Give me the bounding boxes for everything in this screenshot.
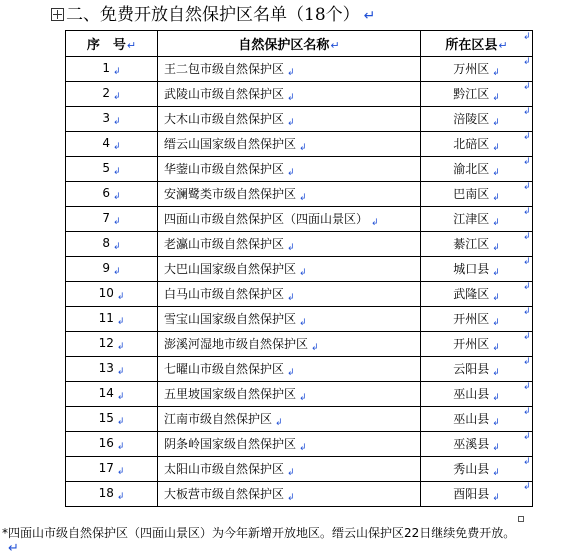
cell-index[interactable]: 17 ↲ bbox=[66, 457, 158, 482]
cell-district[interactable]: 北碚区 ↲ bbox=[421, 132, 533, 157]
cell-index[interactable]: 18 ↲ bbox=[66, 482, 158, 507]
paragraph-mark-icon: ↵ bbox=[8, 541, 19, 556]
cell-end-mark-icon: ↲ bbox=[287, 468, 295, 478]
cell-index[interactable]: 13 ↲ bbox=[66, 357, 158, 382]
cell-end-mark-icon: ↲ bbox=[492, 393, 500, 403]
cell-index[interactable]: 6 ↲ bbox=[66, 182, 158, 207]
cell-district[interactable]: 渝北区 ↲ bbox=[421, 157, 533, 182]
table-row bbox=[66, 232, 533, 257]
cell-end-mark-icon: ↲ bbox=[299, 193, 307, 203]
cell-index[interactable]: 16 ↲ bbox=[66, 432, 158, 457]
row-end-marks bbox=[523, 30, 533, 505]
cell-district[interactable]: 秀山县 ↲ bbox=[421, 457, 533, 482]
cell-end-mark-icon: ↲ bbox=[492, 168, 500, 178]
cell-index[interactable]: 15 ↲ bbox=[66, 407, 158, 432]
cell-reserve-name[interactable]: 太阳山市级自然保护区 ↲ bbox=[158, 457, 421, 482]
cell-end-mark-icon: ↲ bbox=[492, 243, 500, 253]
row-end-mark-icon: ↲ bbox=[523, 432, 531, 442]
cell-index[interactable]: 9 ↲ bbox=[66, 257, 158, 282]
cell-end-mark-icon: ↲ bbox=[492, 193, 500, 203]
cell-end-mark-icon: ↲ bbox=[116, 417, 125, 427]
cell-end-mark-icon: ↲ bbox=[287, 93, 295, 103]
paragraph-mark-icon: ↵ bbox=[363, 8, 376, 24]
table-move-handle[interactable] bbox=[51, 8, 64, 21]
row-end-mark-icon: ↲ bbox=[523, 132, 531, 142]
cell-end-mark-icon: ↲ bbox=[492, 318, 500, 328]
table-row bbox=[66, 282, 533, 307]
row-end-mark-icon: ↲ bbox=[523, 282, 531, 292]
cell-end-mark-icon: ↲ bbox=[492, 443, 500, 453]
cell-reserve-name[interactable]: 安澜鹭类市级自然保护区 ↲ bbox=[158, 182, 421, 207]
cell-end-mark-icon: ↲ bbox=[371, 218, 379, 228]
row-end-mark-icon: ↲ bbox=[523, 107, 531, 117]
cell-end-mark-icon: ↲ bbox=[287, 118, 295, 128]
cell-district[interactable]: 涪陵区 ↲ bbox=[421, 107, 533, 132]
cell-reserve-name[interactable]: 白马山市级自然保护区 ↲ bbox=[158, 282, 421, 307]
section-heading bbox=[66, 4, 375, 27]
row-end-mark-icon: ↲ bbox=[523, 207, 531, 217]
cell-reserve-name[interactable]: 大巴山国家级自然保护区 ↲ bbox=[158, 257, 421, 282]
table-row bbox=[66, 482, 533, 507]
cell-end-mark-icon: ↲ bbox=[113, 92, 121, 102]
cell-end-mark-icon: ↲ bbox=[113, 242, 121, 252]
cell-reserve-name[interactable]: 阴条岭国家级自然保护区 ↲ bbox=[158, 432, 421, 457]
cell-end-mark-icon: ↲ bbox=[116, 342, 125, 352]
table-row bbox=[66, 307, 533, 332]
row-end-mark-icon: ↲ bbox=[523, 407, 531, 417]
cell-end-mark-icon: ↲ bbox=[492, 343, 500, 353]
cell-end-mark-icon: ↲ bbox=[492, 468, 500, 478]
row-end-mark-icon: ↲ bbox=[523, 32, 531, 42]
row-end-mark-icon: ↲ bbox=[523, 182, 531, 192]
row-end-mark-icon: ↲ bbox=[523, 332, 531, 342]
cell-end-mark-icon: ↲ bbox=[492, 143, 500, 153]
header-name: 自然保护区名称↵ bbox=[158, 31, 421, 57]
section-heading-text: 二、免费开放自然保护区名单（18个） bbox=[66, 5, 360, 25]
cell-end-mark-icon: ↲ bbox=[116, 367, 125, 377]
cell-end-mark-icon: ↲ bbox=[287, 293, 295, 303]
table-header-row bbox=[66, 31, 533, 57]
paragraph-mark-icon: ↵ bbox=[126, 39, 137, 52]
cell-index[interactable]: 5 ↲ bbox=[66, 157, 158, 182]
cell-district[interactable]: 江津区 ↲ bbox=[421, 207, 533, 232]
cell-district[interactable]: 巫山县 ↲ bbox=[421, 407, 533, 432]
row-end-mark-icon: ↲ bbox=[523, 82, 531, 92]
cell-end-mark-icon: ↲ bbox=[492, 293, 500, 303]
cell-index[interactable]: 8 ↲ bbox=[66, 232, 158, 257]
cell-end-mark-icon: ↲ bbox=[113, 67, 121, 77]
cell-district[interactable]: 武隆区 ↲ bbox=[421, 282, 533, 307]
row-end-mark-icon: ↲ bbox=[523, 57, 531, 67]
cell-index[interactable]: 11 ↲ bbox=[66, 307, 158, 332]
cell-end-mark-icon: ↲ bbox=[113, 117, 121, 127]
nature-reserve-table bbox=[65, 30, 533, 507]
cell-district[interactable]: 酉阳县 ↲ bbox=[421, 482, 533, 507]
cell-district[interactable]: 黔江区 ↲ bbox=[421, 82, 533, 107]
row-end-mark-icon: ↲ bbox=[523, 232, 531, 242]
cell-district[interactable]: 城口县 ↲ bbox=[421, 257, 533, 282]
cell-reserve-name[interactable]: 缙云山国家级自然保护区 ↲ bbox=[158, 132, 421, 157]
cell-end-mark-icon: ↲ bbox=[299, 318, 307, 328]
cell-end-mark-icon: ↲ bbox=[492, 268, 500, 278]
cell-reserve-name[interactable]: 七曜山市级自然保护区 ↲ bbox=[158, 357, 421, 382]
cell-reserve-name[interactable]: 澎溪河湿地市级自然保护区 ↲ bbox=[158, 332, 421, 357]
cell-end-mark-icon: ↲ bbox=[311, 343, 319, 353]
cell-index[interactable]: 1 ↲ bbox=[66, 57, 158, 82]
cell-reserve-name[interactable]: 江南市级自然保护区 ↲ bbox=[158, 407, 421, 432]
cell-reserve-name[interactable]: 老瀛山市级自然保护区 ↲ bbox=[158, 232, 421, 257]
paragraph-mark-icon: ↵ bbox=[498, 39, 508, 52]
table-row bbox=[66, 407, 533, 432]
table-row bbox=[66, 157, 533, 182]
cell-end-mark-icon: ↲ bbox=[116, 292, 125, 302]
footnote: *四面山市级自然保护区（四面山景区）为今年新增开放地区。缙云山保护区22日继续免费开放。 bbox=[2, 526, 516, 540]
cell-end-mark-icon: ↲ bbox=[113, 217, 121, 227]
table-row bbox=[66, 207, 533, 232]
cell-reserve-name[interactable]: 王二包市级自然保护区 ↲ bbox=[158, 57, 421, 82]
row-end-mark-icon: ↲ bbox=[523, 457, 531, 467]
cell-end-mark-icon: ↲ bbox=[299, 393, 307, 403]
cell-district[interactable]: 綦江区 ↲ bbox=[421, 232, 533, 257]
cell-index[interactable]: 14 ↲ bbox=[66, 382, 158, 407]
table-row bbox=[66, 357, 533, 382]
table-row bbox=[66, 182, 533, 207]
cell-end-mark-icon: ↲ bbox=[116, 392, 125, 402]
cell-end-mark-icon: ↲ bbox=[113, 267, 121, 277]
cell-end-mark-icon: ↲ bbox=[287, 368, 295, 378]
header-index: 序 号↵ bbox=[66, 31, 158, 57]
cell-end-mark-icon: ↲ bbox=[287, 168, 295, 178]
row-end-mark-icon: ↲ bbox=[523, 157, 531, 167]
cell-end-mark-icon: ↲ bbox=[113, 167, 121, 177]
cell-end-mark-icon: ↲ bbox=[299, 268, 307, 278]
cell-reserve-name[interactable]: 武陵山市级自然保护区 ↲ bbox=[158, 82, 421, 107]
header-district: 所在区县↵ bbox=[421, 31, 533, 57]
table-row bbox=[66, 57, 533, 82]
cell-reserve-name[interactable]: 大板营市级自然保护区 ↲ bbox=[158, 482, 421, 507]
table-row bbox=[66, 382, 533, 407]
cell-index[interactable]: 7 ↲ bbox=[66, 207, 158, 232]
cell-end-mark-icon: ↲ bbox=[299, 443, 307, 453]
cell-end-mark-icon: ↲ bbox=[492, 493, 500, 503]
row-end-mark-icon: ↲ bbox=[523, 482, 531, 492]
cell-end-mark-icon: ↲ bbox=[113, 142, 121, 152]
table-row bbox=[66, 107, 533, 132]
cell-end-mark-icon: ↲ bbox=[492, 68, 500, 78]
cell-end-mark-icon: ↲ bbox=[116, 317, 125, 327]
cell-index[interactable]: 3 ↲ bbox=[66, 107, 158, 132]
cell-end-mark-icon: ↲ bbox=[116, 492, 125, 502]
table-row bbox=[66, 132, 533, 157]
table-row bbox=[66, 332, 533, 357]
cell-reserve-name[interactable]: 雪宝山国家级自然保护区 ↲ bbox=[158, 307, 421, 332]
cell-index[interactable]: 4 ↲ bbox=[66, 132, 158, 157]
cell-district[interactable]: 万州区 ↲ bbox=[421, 57, 533, 82]
table-row bbox=[66, 457, 533, 482]
cell-reserve-name[interactable]: 华蓥山市级自然保护区 ↲ bbox=[158, 157, 421, 182]
cell-end-mark-icon: ↲ bbox=[287, 68, 295, 78]
row-end-mark-icon: ↲ bbox=[523, 307, 531, 317]
cell-end-mark-icon: ↲ bbox=[492, 418, 500, 428]
cell-district[interactable]: 巫山县 ↲ bbox=[421, 382, 533, 407]
cell-end-mark-icon: ↲ bbox=[492, 93, 500, 103]
row-end-mark-icon: ↲ bbox=[523, 257, 531, 267]
cell-district[interactable]: 开州区 ↲ bbox=[421, 332, 533, 357]
row-end-mark-icon: ↲ bbox=[523, 357, 531, 367]
cell-end-mark-icon: ↲ bbox=[287, 493, 295, 503]
paragraph-mark-icon: ↵ bbox=[330, 39, 340, 52]
cell-end-mark-icon: ↲ bbox=[116, 467, 125, 477]
cell-end-mark-icon: ↲ bbox=[113, 192, 121, 202]
cell-end-mark-icon: ↲ bbox=[492, 368, 500, 378]
cell-index[interactable]: 10 ↲ bbox=[66, 282, 158, 307]
cell-end-mark-icon: ↲ bbox=[299, 143, 307, 153]
cell-reserve-name[interactable]: 四面山市级自然保护区（四面山景区） ↲ bbox=[158, 207, 421, 232]
row-end-mark-icon: ↲ bbox=[523, 382, 531, 392]
cell-end-mark-icon: ↲ bbox=[492, 118, 500, 128]
cell-district[interactable]: 巫溪县 ↲ bbox=[421, 432, 533, 457]
table-row bbox=[66, 82, 533, 107]
table-row bbox=[66, 432, 533, 457]
cell-district[interactable]: 云阳县 ↲ bbox=[421, 357, 533, 382]
cell-reserve-name[interactable]: 五里坡国家级自然保护区 ↲ bbox=[158, 382, 421, 407]
cell-reserve-name[interactable]: 大木山市级自然保护区 ↲ bbox=[158, 107, 421, 132]
cell-district[interactable]: 开州区 ↲ bbox=[421, 307, 533, 332]
cell-end-mark-icon: ↲ bbox=[116, 442, 125, 452]
cell-index[interactable]: 2 ↲ bbox=[66, 82, 158, 107]
cell-end-mark-icon: ↲ bbox=[275, 418, 283, 428]
table-row bbox=[66, 257, 533, 282]
cell-end-mark-icon: ↲ bbox=[287, 243, 295, 253]
cell-end-mark-icon: ↲ bbox=[492, 218, 500, 228]
table-resize-handle[interactable] bbox=[518, 516, 524, 522]
cell-index[interactable]: 12 ↲ bbox=[66, 332, 158, 357]
cell-district[interactable]: 巴南区 ↲ bbox=[421, 182, 533, 207]
